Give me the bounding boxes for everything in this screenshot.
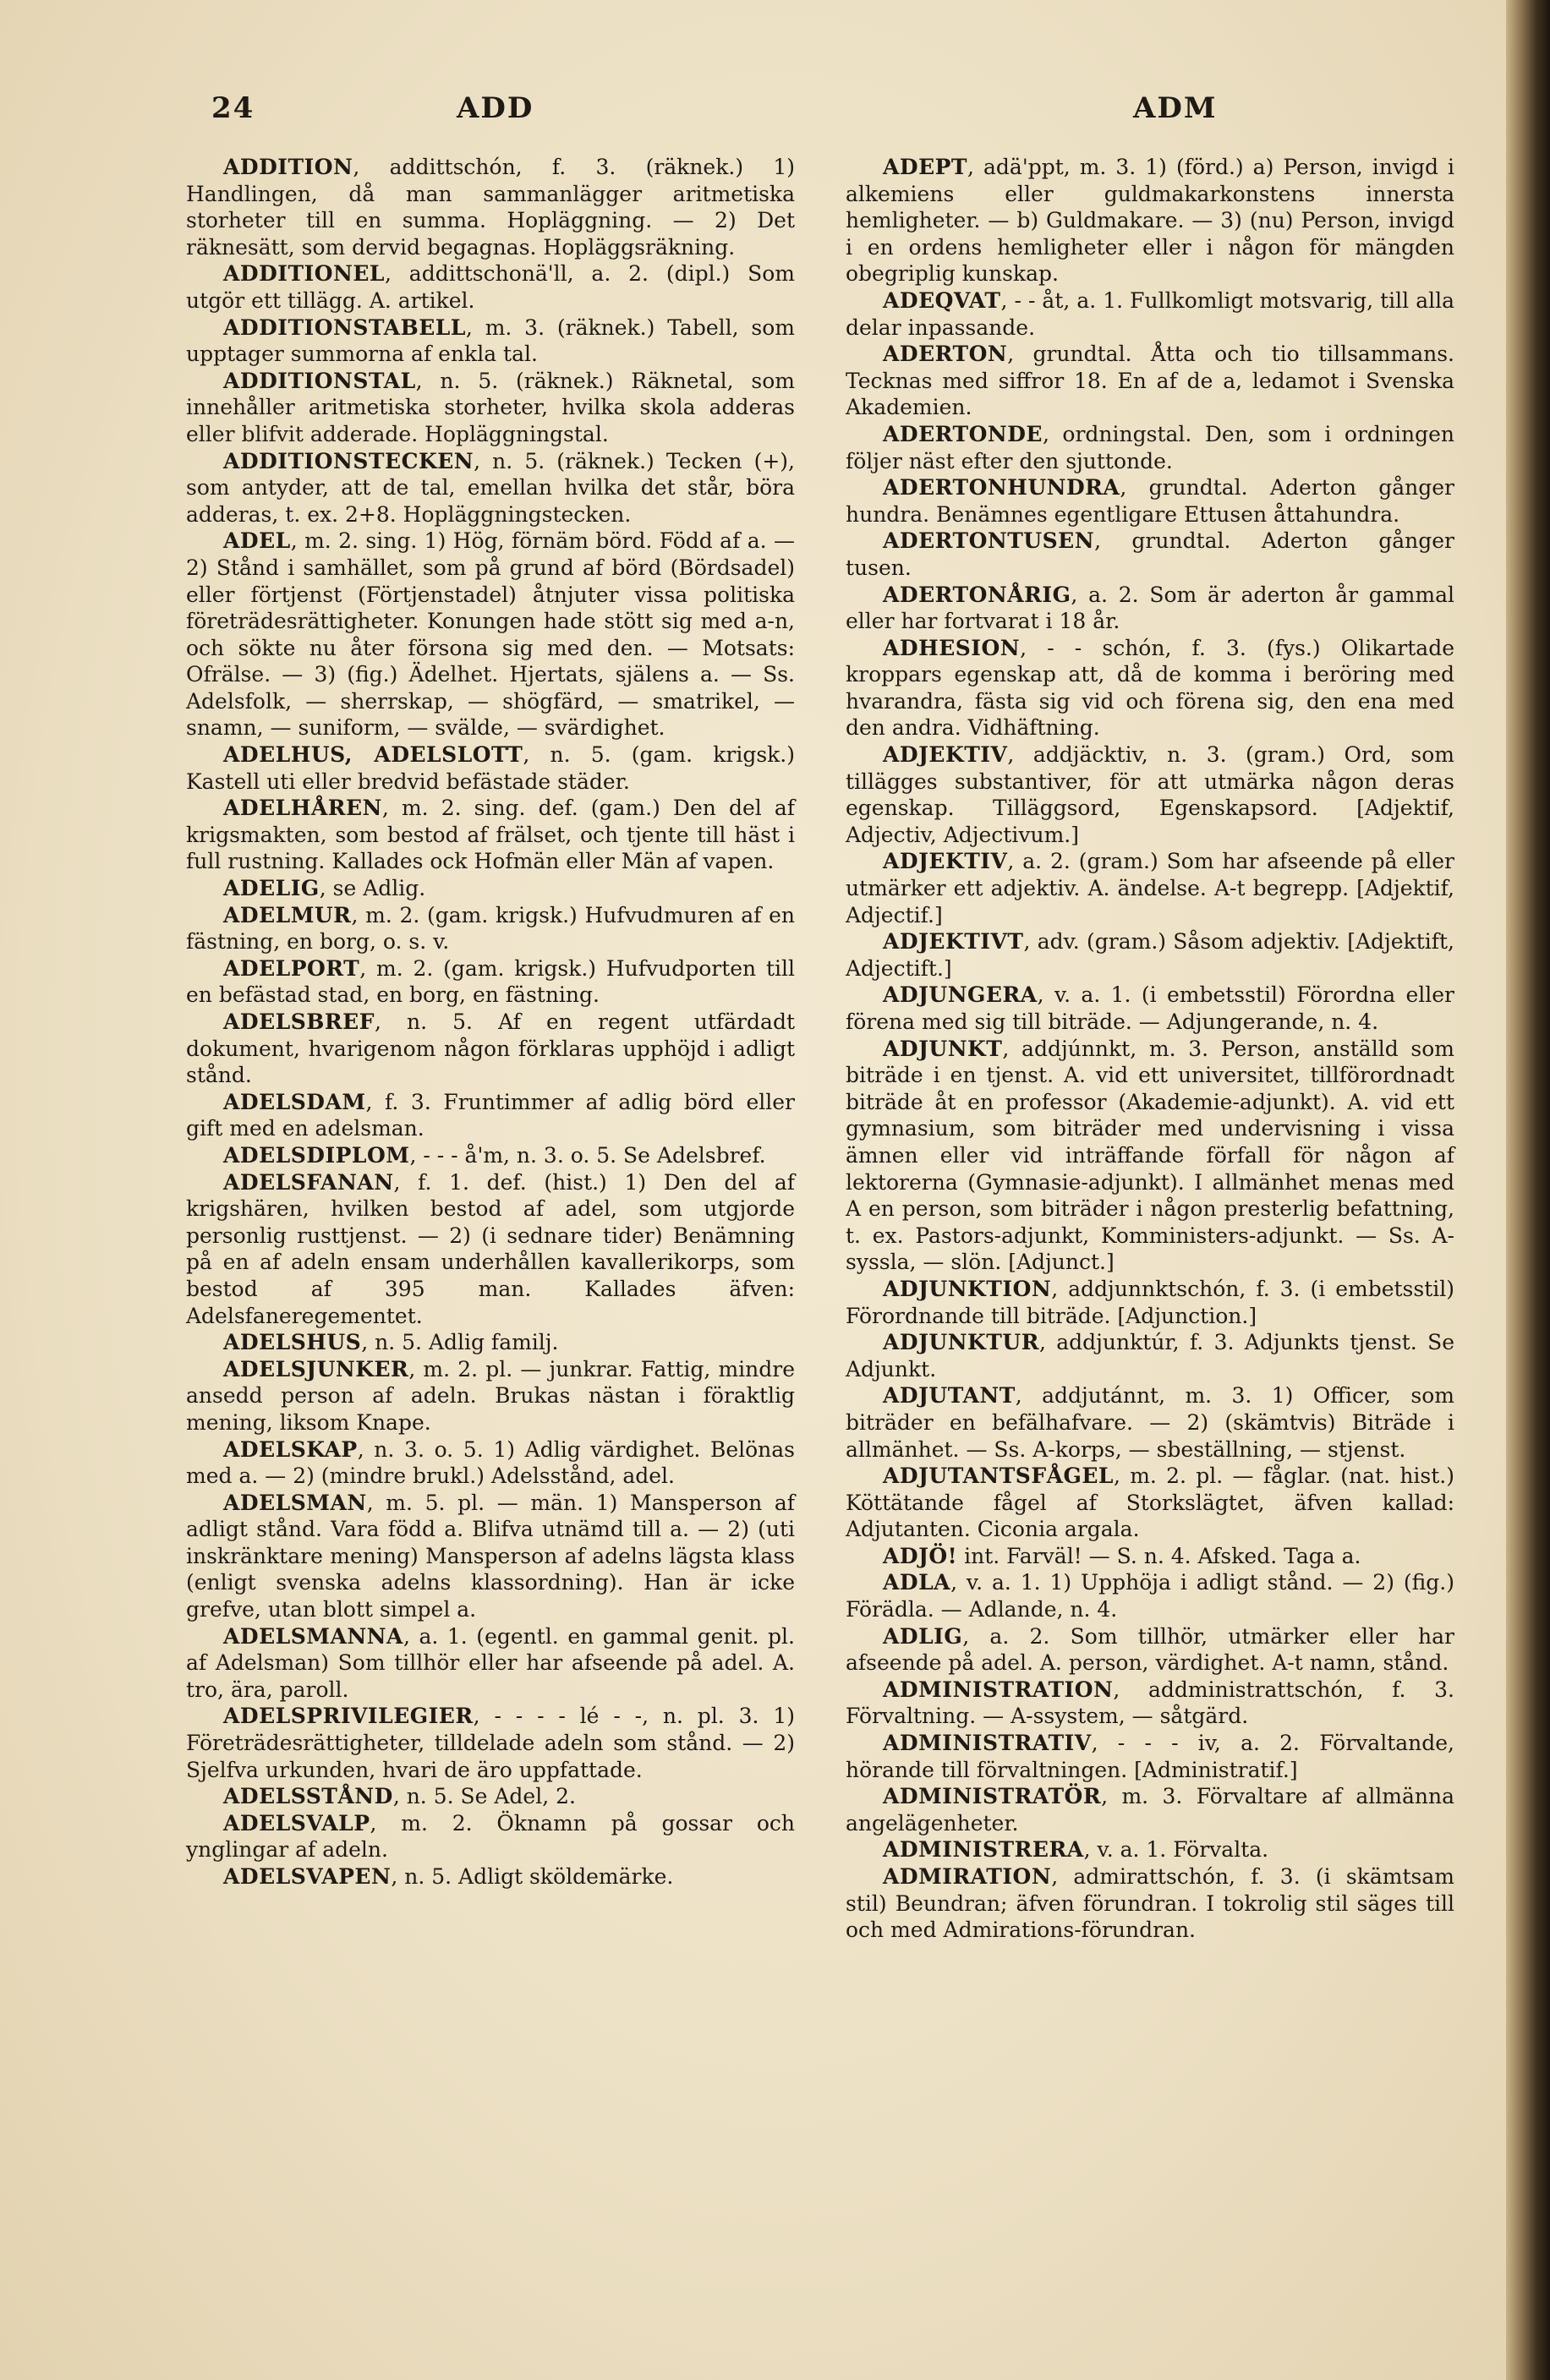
right-column — [846, 154, 1454, 1944]
entry-definition: , n. 5. (räknek.) Räknetal, som innehåller aritmetiska storheter, hvilka skola adderas eller blifvit adderade. Hopläggningstal. — [186, 368, 795, 446]
entry-definition: , a. 2. Som tillhör, utmärker eller har afseende på adel. A. person, värdighet. A-t namn, stånd. — [846, 1623, 1454, 1676]
dictionary-entry — [186, 1490, 795, 1623]
entry-definition: , n. 5. Af en regent utfärdadt dokument, hvarigenom någon förklaras upphöjd i adligt stånd. — [186, 1009, 795, 1088]
dictionary-entry — [186, 260, 795, 314]
left-column — [186, 154, 795, 1890]
entry-definition: , - - - iv, a. 2. Förvaltande, hörande till förvaltningen. [Administratif.] — [846, 1731, 1454, 1782]
dictionary-entry — [846, 1276, 1454, 1329]
entry-definition: , addjunnktschón, f. 3. (i embetsstil) Förordnande till biträde. [Adjunction.] — [846, 1276, 1454, 1328]
entry-definition: , addittschonä'll, a. 2. (dipl.) Som utgör ett tillägg. A. artikel. — [186, 261, 795, 313]
headword: ADDITIONSTABELL — [223, 315, 466, 340]
entry-definition: , - - - å'm, n. 3. o. 5. Se Adelsbref. — [409, 1142, 766, 1168]
entry-definition: , m. 2. Öknamn på gossar och ynglingar af adeln. — [186, 1810, 795, 1863]
entry-definition: , addministrattschón, f. 3. Förvaltning. — A-ssystem, — såtgärd. — [846, 1677, 1454, 1729]
headword: ADELHÅREN — [223, 796, 382, 821]
entry-definition: , m. 3. (räknek.) Tabell, som upptager summorna af enkla tal. — [186, 315, 795, 367]
left-guide-word: ADD — [457, 91, 534, 125]
headword: ADEQVAT — [883, 287, 1001, 313]
dictionary-entry — [846, 635, 1454, 741]
headword: ADJUNKTION — [883, 1276, 1052, 1301]
entry-definition: , se Adlig. — [319, 876, 426, 901]
headword: ADLA — [883, 1570, 951, 1595]
dictionary-entry — [846, 1329, 1454, 1382]
headword: ADJUNKTUR — [883, 1330, 1039, 1355]
headword: ADERTONDE — [883, 421, 1043, 446]
headword: ADJUNKT — [883, 1036, 1003, 1061]
entry-definition: , m. 2. pl. — junkrar. Fattig, mindre ansedd person af adeln. Brukas nästan i föraktlig mening, liksom Knape. — [186, 1356, 795, 1435]
headword: ADELSHUS — [223, 1330, 362, 1355]
entry-definition: , m. 2. sing. def. (gam.) Den del af krigsmakten, som bestod af frälset, och tjente till häst i full rustning. Kallades ock Hofmän eller Män af vapen. — [186, 796, 795, 874]
dictionary-entry — [846, 741, 1454, 848]
dictionary-entry — [846, 1543, 1454, 1570]
entry-definition: , m. 3. Förvaltare af allmänna angelägenheter. — [846, 1784, 1454, 1836]
right-guide-word: ADM — [1133, 91, 1218, 125]
entry-definition: , - - schón, f. 3. (fys.) Olikartade kroppars egenskap att, då de komma i beröring med hvarandra, fästa sig vid och förena sig, den ena med den andra. Vidhäftning. — [846, 635, 1454, 741]
entry-definition: , addjúnnkt, m. 3. Person, anställd som biträde i en tjenst. A. vid ett universitet, tillförordnadt biträde åt en professor (Akademie-adjunkt). A. vid ett gymnasium, som biträder med undervisning i vissa ämnen eller vid inträffande förfall för någon af lektorerna (Gymnasie-adjunkt). I allmänhet menas med A en person, som biträder i någon presterlig befattning, t. ex. Pastors-adjunkt, Komministers-adjunkt. — Ss. A-syssla, — slön. [Adjunct.] — [846, 1036, 1454, 1275]
headword: ADJUTANT — [883, 1383, 1016, 1409]
dictionary-entry — [846, 1463, 1454, 1543]
dictionary-entry — [186, 1783, 795, 1810]
entry-definition: , f. 1. def. (hist.) 1) Den del af krigshären, hvilken bestod af adel, som utgjorde personlig rusttjenst. — 2) (i sednare tider) Benämning på en af adeln ensam underhållen kavallerikorps, som bestod af 395 man. Kallades äfven: Adelsfaneregementet. — [186, 1169, 795, 1328]
dictionary-entry — [186, 741, 795, 795]
dictionary-entry — [186, 315, 795, 368]
headword: ADELSJUNKER — [223, 1356, 409, 1381]
dictionary-entry — [186, 1356, 795, 1436]
headword: ADMINISTRERA — [883, 1837, 1084, 1863]
dictionary-entry — [846, 982, 1454, 1035]
dictionary-entry — [186, 154, 795, 260]
entry-definition: , addjunktúr, f. 3. Adjunkts tjenst. Se Adjunkt. — [846, 1330, 1454, 1381]
dictionary-entry — [186, 1703, 795, 1783]
headword: ADJUTANTSFÅGEL — [883, 1464, 1114, 1489]
entry-definition: , admirattschón, f. 3. (i skämtsam stil) Beundran; äfven förundran. I tokrolig stil säges till och med Admirations-förundran. — [846, 1864, 1454, 1943]
dictionary-entry — [186, 1436, 795, 1490]
headword: ADDITIONSTAL — [223, 368, 416, 393]
headword: ADERTONÅRIG — [883, 582, 1071, 607]
entry-definition: int. Farväl! — S. n. 4. Afsked. Taga a. — [957, 1543, 1361, 1568]
headword: ADERTON — [883, 342, 1008, 367]
headword: ADHESION — [883, 635, 1021, 660]
headword: ADELPORT — [223, 955, 360, 981]
headword: ADDITIONSTECKEN — [223, 448, 474, 473]
dictionary-entry — [846, 154, 1454, 287]
headword: ADELSVALP — [223, 1810, 370, 1836]
dictionary-entry — [186, 528, 795, 741]
headword: ADELSSTÅND — [223, 1784, 393, 1809]
dictionary-entry — [846, 1730, 1454, 1783]
dictionary-entry — [186, 1329, 795, 1356]
dictionary-entry — [846, 1836, 1454, 1863]
dictionary-entry — [186, 1810, 795, 1863]
dictionary-entry — [186, 1169, 795, 1330]
headword: ADMINISTRATION — [883, 1677, 1114, 1702]
dictionary-entry — [846, 1783, 1454, 1836]
dictionary-entry — [186, 448, 795, 528]
headword: ADERTONTUSEN — [883, 528, 1095, 554]
entry-definition: , m. 2. (gam. krigsk.) Hufvudporten till en befästad stad, en borg, en fästning. — [186, 955, 795, 1008]
headword: ADELMUR — [223, 902, 352, 927]
entry-definition: , - - åt, a. 1. Fullkomligt motsvarig, till alla delar inpassande. — [846, 287, 1454, 340]
headword: ADMINISTRATIV — [883, 1731, 1092, 1756]
entry-definition: , n. 3. o. 5. 1) Adlig värdighet. Belönas med a. — 2) (mindre brukl.) Adelsstånd, adel. — [186, 1436, 795, 1489]
dictionary-entry — [186, 955, 795, 1009]
headword: ADJÖ! — [883, 1543, 958, 1568]
dictionary-entry — [846, 341, 1454, 421]
headword: ADJEKTIV — [883, 849, 1008, 874]
headword: ADELIG — [223, 876, 320, 901]
headword: ADMINISTRATÖR — [883, 1784, 1102, 1809]
entry-definition: , a. 1. (egentl. en gammal genit. pl. af Adelsman) Som tillhör eller har afseende på adel. A. tro, ära, paroll. — [186, 1623, 795, 1702]
dictionary-entry — [846, 528, 1454, 581]
headword: ADMIRATION — [883, 1864, 1052, 1889]
entry-definition: , addjutánnt, m. 3. 1) Officer, som biträder en befälhafvare. — 2) (skämtvis) Biträde i allmänhet. — Ss. A-korps, — sbeställning, — stjenst. — [846, 1383, 1454, 1462]
headword: ADELHUS, ADELSLOTT — [223, 742, 523, 768]
headword: ADDITION — [223, 155, 353, 179]
headword: ADELSBREF — [223, 1009, 375, 1034]
entry-definition: , n. 5. Adligt sköldemärke. — [391, 1864, 674, 1889]
dictionary-entry — [846, 1623, 1454, 1677]
dictionary-entry — [186, 1142, 795, 1169]
book-spine-edge — [1506, 0, 1550, 2380]
headword: ADDITIONEL — [223, 261, 386, 287]
headword: ADELSKAP — [223, 1436, 358, 1462]
dictionary-entry — [846, 421, 1454, 474]
headword: ADELSDIPLOM — [223, 1142, 410, 1168]
dictionary-entry — [846, 287, 1454, 341]
entry-definition: , ordningstal. Den, som i ordningen följer näst efter den sjuttonde. — [846, 421, 1454, 473]
headword: ADELSMAN — [223, 1490, 367, 1515]
dictionary-entry — [846, 848, 1454, 928]
dictionary-entry — [846, 1677, 1454, 1730]
headword: ADERTONHUNDRA — [883, 475, 1120, 501]
entry-definition: , grundtal. Aderton gånger hundra. Benämnes egentligare Ettusen åttahundra. — [846, 475, 1454, 527]
headword: ADEPT — [883, 155, 968, 179]
headword: ADLIG — [883, 1623, 963, 1649]
page-number: 24 — [211, 91, 255, 125]
dictionary-entry — [846, 582, 1454, 635]
dictionary-entry — [186, 1623, 795, 1704]
entry-definition: , m. 2. (gam. krigsk.) Hufvudmuren af en fästning, en borg, o. s. v. — [186, 902, 795, 955]
headword: ADELSPRIVILEGIER — [223, 1704, 474, 1729]
entry-definition: , n. 5. Adlig familj. — [361, 1330, 559, 1355]
dictionary-entry — [846, 928, 1454, 982]
headword: ADELSFANAN — [223, 1169, 394, 1195]
entry-definition: , n. 5. (räknek.) Tecken (+), som antyder, att de tal, emellan hvilka det står, böra adderas, t. ex. 2+8. Hopläggningstecken. — [186, 448, 795, 527]
dictionary-entry — [186, 368, 795, 448]
dictionary-entry — [186, 1089, 795, 1142]
dictionary-entry — [846, 474, 1454, 528]
entry-definition: , v. a. 1. 1) Upphöja i adligt stånd. — 2) (fig.) Förädla. — Adlande, n. 4. — [846, 1570, 1454, 1622]
dictionary-entry — [186, 875, 795, 902]
headword: ADJEKTIV — [883, 742, 1008, 768]
dictionary-entry — [186, 1863, 795, 1890]
dictionary-entry — [846, 1863, 1454, 1944]
headword: ADJEKTIVT — [883, 929, 1024, 955]
entry-definition: , m. 2. pl. — fåglar. (nat. hist.) Köttätande fågel af Storkslägtet, äfven kallad: Adjutanten. Ciconia argala. — [846, 1464, 1454, 1542]
dictionary-entry — [186, 795, 795, 875]
page-header — [203, 91, 1446, 139]
entry-definition: , addjäcktiv, n. 3. (gram.) Ord, som tillägges substantiver, för att utmärka någon deras egenskap. Tilläggsord, Egenskapsord. [Adjektif, Adjectiv, Adjectivum.] — [846, 742, 1454, 847]
entry-definition: , a. 2. (gram.) Som har afseende på eller utmärker ett adjektiv. A. ändelse. A-t begrepp. [Adjektif, Adjectif.] — [846, 849, 1454, 927]
entry-definition: , f. 3. Fruntimmer af adlig börd eller gift med en adelsman. — [186, 1089, 795, 1141]
entry-definition: , v. a. 1. (i embetsstil) Förordna eller förena med sig till biträde. — Adjungerande, n. 4. — [846, 982, 1454, 1034]
entry-definition: , grundtal. Aderton gånger tusen. — [846, 528, 1454, 580]
headword: ADELSMANNA — [223, 1623, 403, 1649]
entry-definition: , adv. (gram.) Såsom adjektiv. [Adjektift, Adjectift.] — [846, 929, 1454, 981]
headword: ADELSVAPEN — [223, 1864, 392, 1889]
entry-definition: , n. 5. Se Adel, 2. — [392, 1784, 576, 1809]
dictionary-entry — [846, 1382, 1454, 1463]
entry-definition: , v. a. 1. Förvalta. — [1083, 1837, 1269, 1863]
headword: ADEL — [223, 528, 291, 554]
dictionary-entry — [846, 1036, 1454, 1276]
entry-definition: , n. 5. (gam. krigsk.) Kastell uti eller bredvid befästade städer. — [186, 742, 796, 794]
entry-definition: , addittschón, f. 3. (räknek.) 1) Handlingen, då man sammanlägger aritmetiska storheter till en summa. Hopläggning. — 2) Det räknesätt, som dervid begagnas. Hopläggsräkning. — [186, 155, 795, 260]
entry-definition: , adä'ppt, m. 3. 1) (förd.) a) Person, invigd i alkemiens eller guldmakarkonstens innersta hemligheter. — b) Guldmakare. — 3) (nu) Person, invigd i en ordens hemligheter eller i någon för mängden obegriplig kunskap. — [846, 155, 1454, 287]
headword: ADJUNGERA — [883, 982, 1038, 1008]
entry-definition: , - - - - lé - -, n. pl. 3. 1) Företrädesrättigheter, tilldelade adeln som stånd. — 2) Sjelfva urkunden, hvari de äro uppfattade. — [186, 1704, 795, 1782]
dictionary-entry — [186, 902, 795, 955]
headword: ADELSDAM — [223, 1089, 366, 1114]
entry-definition: , a. 2. Som är aderton år gammal eller har fortvarat i 18 år. — [846, 582, 1454, 634]
dictionary-entry — [186, 1009, 795, 1089]
entry-definition: , grundtal. Åtta och tio tillsammans. Tecknas med siffror 18. En af de a, ledamot i Svenska Akademien. — [846, 342, 1454, 420]
entry-definition: , m. 5. pl. — män. 1) Mansperson af adligt stånd. Vara född a. Blifva utnämd till a. — 2) (uti inskränktare mening) Mansperson af adelns lägsta klass (enligt svenska adelns klassordning). Han är icke grefve, utan blott simpel a. — [186, 1490, 795, 1622]
dictionary-entry — [846, 1569, 1454, 1622]
entry-definition: , m. 2. sing. 1) Hög, förnäm börd. Född af a. — 2) Stånd i samhället, som på grund af börd (Bördsadel) eller förtjenst (Förtjenstadel) åtnjuter vissa politiska företrädesrättigheter. Konungen hade stött sig med a-n, och sökte nu åter försona sig med den. — Motsats: Ofrälse. — 3) (fig.) Ädelhet. Hjertats, själens a. — Ss. Adelsfolk, — sherrskap, — shögfärd, — smatrikel, — snamn, — suniform, — svälde, — svärdighet. — [186, 528, 795, 741]
